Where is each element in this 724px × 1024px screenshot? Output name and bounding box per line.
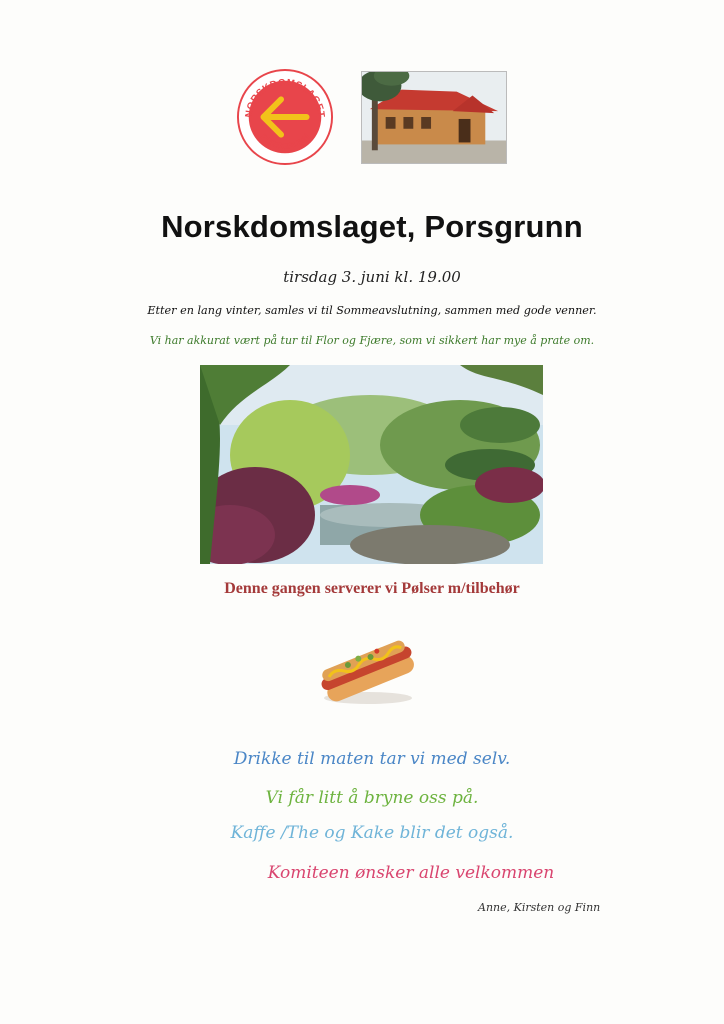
serving-text: Denne gangen serverer vi Pølser m/tilbehør — [224, 580, 520, 597]
welcome-note: Komiteen ønsker alle velkommen — [267, 863, 555, 883]
intro-text: Etter en lang vinter, samles vi til Sommeavslutning, sammen med gode venner. — [147, 304, 597, 317]
page-title: Norskdomslaget, Porsgrunn — [161, 209, 583, 244]
trip-text: Vi har akkurat vært på tur til Flor og Fjære, som vi sikkert har mye å prate om. — [149, 334, 595, 347]
garden-photo — [200, 365, 543, 564]
hot-dog-photo — [312, 632, 424, 710]
building-photo — [361, 71, 507, 164]
logo-text-bottom: PORSGRUNN — [258, 131, 312, 152]
signature: Anne, Kirsten og Finn — [478, 901, 601, 914]
drinks-note: Drikke til maten tar vi med selv. — [233, 749, 511, 769]
logo-text-top: NORSKDOMSLAGET — [243, 77, 327, 119]
brew-note: Vi får litt å bryne oss på. — [265, 788, 479, 808]
event-date: tirsdag 3. juni kl. 19.00 — [283, 268, 461, 286]
coffee-note: Kaffe /The og Kake blir det også. — [230, 823, 514, 843]
norskdomslaget-logo — [236, 68, 334, 166]
